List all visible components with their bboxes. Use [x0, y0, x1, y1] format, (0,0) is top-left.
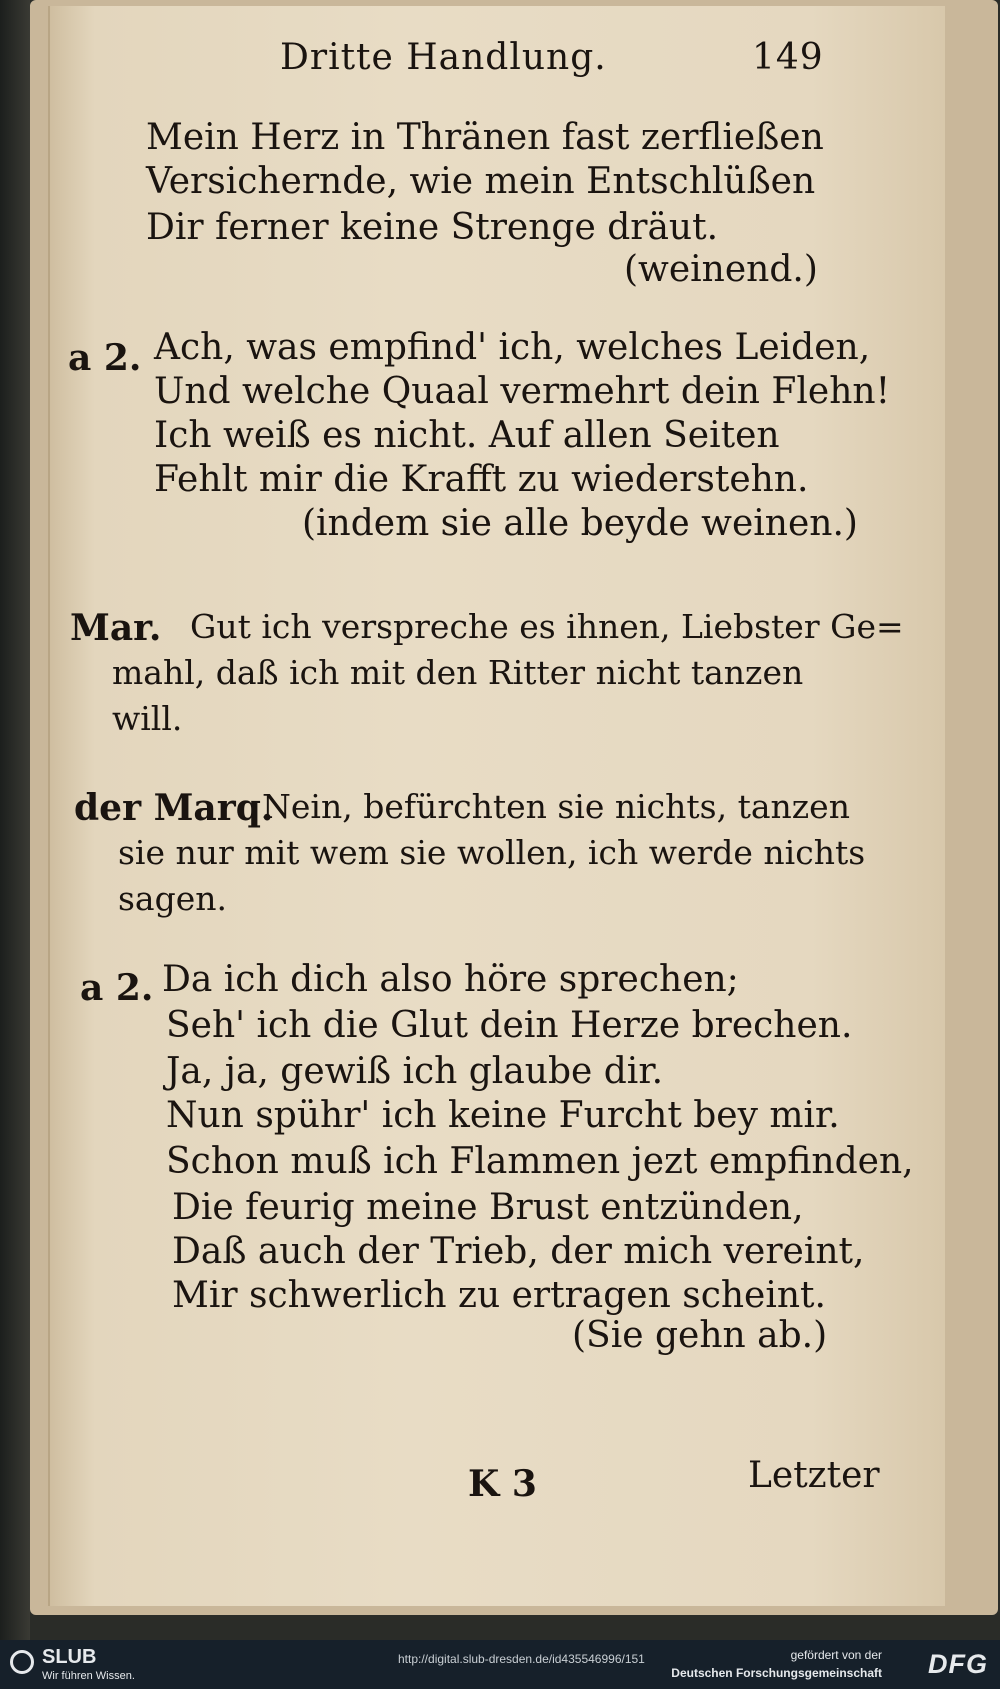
slub-logo-icon [10, 1650, 34, 1674]
verse-line: Ja, ja, gewiß ich glaube dir. [166, 1051, 664, 1092]
speaker-label: a 2. [80, 967, 154, 1009]
verse-line: Nun spühr' ich keine Furcht bey mir. [166, 1095, 840, 1136]
prose-line: Nein, befürchten sie nichts, tanzen [262, 787, 850, 826]
verse-line: Seh' ich die Glut dein Herze brechen. [166, 1005, 853, 1046]
prose-line: mahl, daß ich mit den Ritter nicht tanzen [112, 653, 804, 692]
speaker-label: Mar. [70, 607, 162, 649]
catchword: Letzter [748, 1455, 880, 1496]
funding-line-1: gefördert von der [790, 1648, 882, 1662]
source-url[interactable]: http://digital.slub-dresden.de/id435546996/151 [398, 1652, 645, 1666]
viewer-footer [0, 1640, 1000, 1689]
page-number: 149 [752, 37, 824, 78]
stage-direction: (Sie gehn ab.) [572, 1315, 828, 1356]
verse-line: Mein Herz in Thränen fast zerfließen [146, 117, 824, 158]
verse-line: Dir ferner keine Strenge dräut. [146, 207, 719, 248]
verse-line: Ich weiß es nicht. Auf allen Seiten [154, 415, 780, 456]
verse-line: Fehlt mir die Krafft zu wiederstehn. [154, 459, 809, 500]
verse-line: Daß auch der Trieb, der mich vereint, [172, 1231, 865, 1272]
prose-line: will. [112, 699, 183, 738]
speaker-label: der Marq. [74, 787, 274, 829]
verse-line: Mir schwerlich zu ertragen scheint. [172, 1275, 826, 1316]
verse-line: Ach, was empfind' ich, welches Leiden, [154, 327, 871, 368]
running-title: Dritte Handlung. [280, 37, 607, 78]
stage-direction: (weinend.) [624, 249, 818, 290]
verse-line: Da ich dich also höre sprechen; [162, 959, 739, 1000]
book-gutter [0, 0, 30, 1640]
verse-line: Schon muß ich Flammen jezt empfinden, [166, 1141, 914, 1182]
slub-tagline: Wir führen Wissen. [42, 1670, 135, 1682]
verse-line: Und welche Quaal vermehrt dein Flehn! [154, 371, 891, 412]
funding-line-2: Deutschen Forschungsgemeinschaft [671, 1666, 882, 1680]
signature-mark: K 3 [468, 1463, 537, 1505]
prose-line: sie nur mit wem sie wollen, ich werde nichts [118, 833, 866, 872]
prose-line: sagen. [118, 879, 228, 918]
prose-line: Gut ich verspreche es ihnen, Liebster Ge= [190, 607, 904, 646]
slub-name: SLUB [42, 1646, 97, 1668]
verse-line: Die feurig meine Brust entzünden, [172, 1187, 804, 1228]
dfg-logo: DFG [928, 1649, 988, 1679]
stage-direction: (indem sie alle beyde weinen.) [302, 503, 858, 544]
speaker-label: a 2. [68, 337, 142, 379]
verse-line: Versichernde, wie mein Entschlüßen [146, 161, 816, 202]
